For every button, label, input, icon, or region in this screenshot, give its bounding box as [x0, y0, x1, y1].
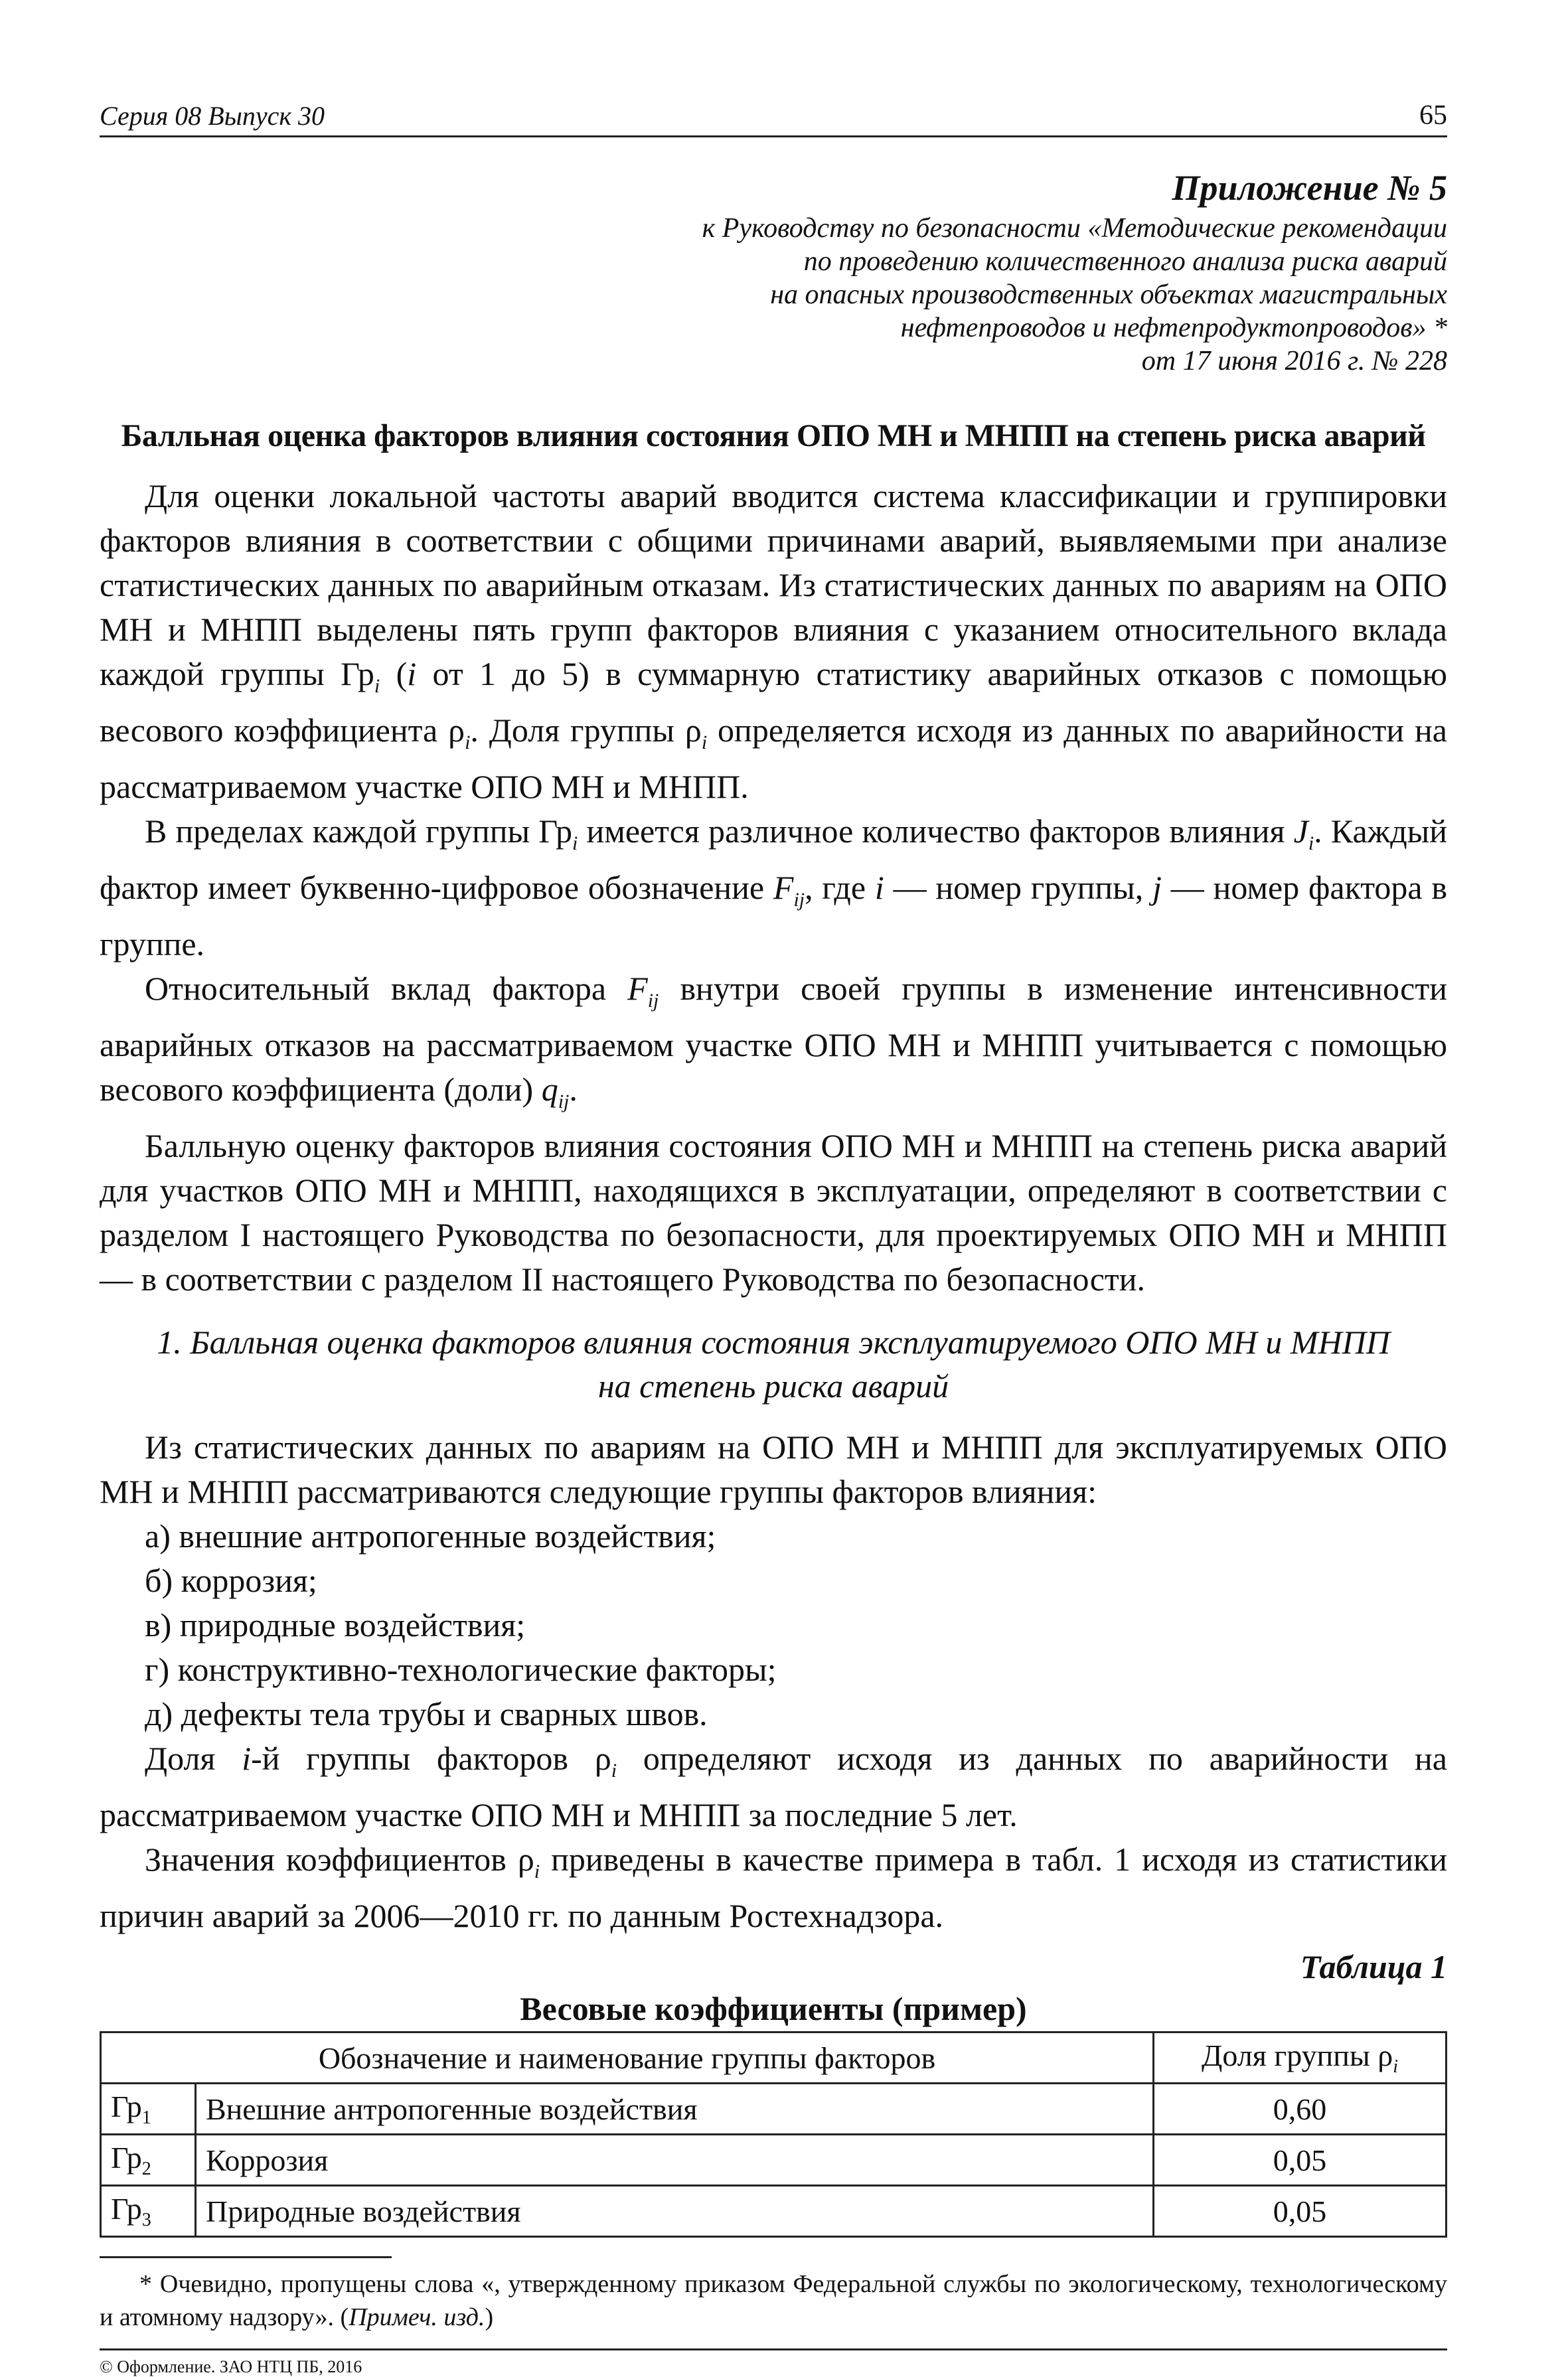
section-title: 1. Балльная оценка факторов влияния состояния эксплуатируемого ОПО МН и МНПП на степень риска аварий — [157, 1324, 1390, 1405]
table-row — [101, 2084, 1447, 2135]
group-code: $Гр_1$ — [101, 2084, 196, 2135]
list-item: а) внешние антропогенные воздействия; — [145, 1517, 716, 1555]
header-name: Обозначение и наименование группы факторов — [101, 2032, 1154, 2084]
table-header-row — [101, 2032, 1447, 2084]
page-number: 65 — [1419, 100, 1447, 131]
group-name: Природные воздействия — [196, 2186, 1154, 2237]
table-row — [101, 2186, 1447, 2237]
group-code: $Гр_3$ — [101, 2186, 196, 2237]
bottom-divider — [100, 2348, 1447, 2350]
list-item: г) конструктивно-технологические факторы; — [145, 1651, 777, 1688]
document-title: Балльная оценка факторов влияния состояния ОПО МН и МНПП на степень риска аварий — [121, 418, 1426, 453]
list-item: в) природные воздействия; — [145, 1606, 526, 1644]
table-caption: Весовые коэффициенты (пример) — [520, 1990, 1027, 2027]
paragraph: В пределах каждой группы $Гр_i$ имеется различное количество факторов влияния $J_i$. Каждый фактор имеет буквенно-цифровое обозначение $F_{ij}$, где i — номер группы, j — номер фактора в группе. — [100, 812, 1448, 962]
appendix-line: нефтепроводов и нефтепродуктопроводов» * — [900, 313, 1447, 343]
list-item: б) коррозия; — [145, 1562, 317, 1599]
group-share: 0,05 — [1154, 2135, 1447, 2186]
paragraph: Доля i-й группы факторов $\rho_i$ определяют исходя из данных по аварийности на рассматриваемом участке ОПО МН и МНПП за последние 5 лет. — [100, 1740, 1447, 1833]
appendix-block — [100, 164, 1447, 378]
paragraph: Относительный вклад фактора $F_{ij}$ внутри своей группы в изменение интенсивности аварийных отказов на рассматриваемом участке ОПО МН и МНПП учитывается с помощью весового коэффициента (доли) $q_{ij}$. — [100, 970, 1447, 1112]
list-item: д) дефекты тела трубы и сварных швов. — [145, 1695, 708, 1732]
group-name: Коррозия — [196, 2135, 1154, 2186]
appendix-line: от 17 июня 2016 г. № 228 — [1141, 346, 1447, 376]
group-name: Внешние антропогенные воздействия — [196, 2084, 1154, 2135]
group-share: 0,05 — [1154, 2186, 1447, 2237]
content — [100, 100, 1447, 2377]
appendix-title: Приложение № 5 — [1172, 168, 1447, 208]
appendix-line: на опасных производственных объектах магистральных — [770, 279, 1447, 310]
footnote-divider — [100, 2256, 392, 2258]
paragraph: Значения коэффициентов $\rho_i$ приведены в качестве примера в табл. 1 исходя из статистики причин аварий за 2006—2010 гг. по данным Ростехнадзора. — [100, 1841, 1447, 1934]
series-label: Серия 08 Выпуск 30 — [100, 101, 325, 131]
factor-group-list — [100, 1514, 1447, 1736]
weights-table — [100, 2031, 1447, 2238]
footnote: * Очевидно, пропущены слова «, утвержденному приказом Федеральной службы по экологическому, технологическому и атомному надзору». (Примеч. изд.) — [100, 2270, 1447, 2331]
appendix-line: к Руководству по безопасности «Методические рекомендации — [702, 213, 1447, 244]
group-code: $Гр_2$ — [101, 2135, 196, 2186]
header-share: Доля группы $\rho_i$ — [1154, 2032, 1447, 2084]
paragraph: Для оценки локальной частоты аварий вводится система классификации и группировки факторов влияния в соответствии с общими причинами аварий, выявляемыми при анализе статистических данных по аварийным отказам. Из статистических данных по авариям на ОПО МН и МНПП выделены пять групп факторов влияния с указанием относительного вклада каждой группы $Гр_i$ (i от 1 до 5) в суммарную статистику аварийных отказов с помощью весового коэффициента $\rho_i$. Доля группы $\rho_i$ определяется исходя из данных по аварийности на рассматриваемом участке ОПО МН и МНПП. — [100, 477, 1447, 805]
running-header — [100, 100, 1447, 137]
paragraph: Балльную оценку факторов влияния состояния ОПО МН и МНПП на степень риска аварий для участков ОПО МН и МНПП, находящихся в эксплуатации, определяют в соответствии с разделом I настоящего Руководства по безопасности, для проектируемых ОПО МН и МНПП — в соответствии с разделом II настоящего Руководства по безопасности. — [100, 1127, 1447, 1298]
table-row — [101, 2135, 1447, 2186]
copyright: © Оформление. ЗАО НТЦ ПБ, 2016 — [100, 2357, 362, 2376]
table-label: Таблица 1 — [1300, 1948, 1447, 1985]
group-share: 0,60 — [1154, 2084, 1447, 2135]
appendix-line: по проведению количественного анализа риска аварий — [803, 246, 1447, 277]
paragraph: Из статистических данных по авариям на ОПО МН и МНПП для эксплуатируемых ОПО МН и МНПП рассматриваются следующие группы факторов влияния: — [100, 1428, 1447, 1510]
